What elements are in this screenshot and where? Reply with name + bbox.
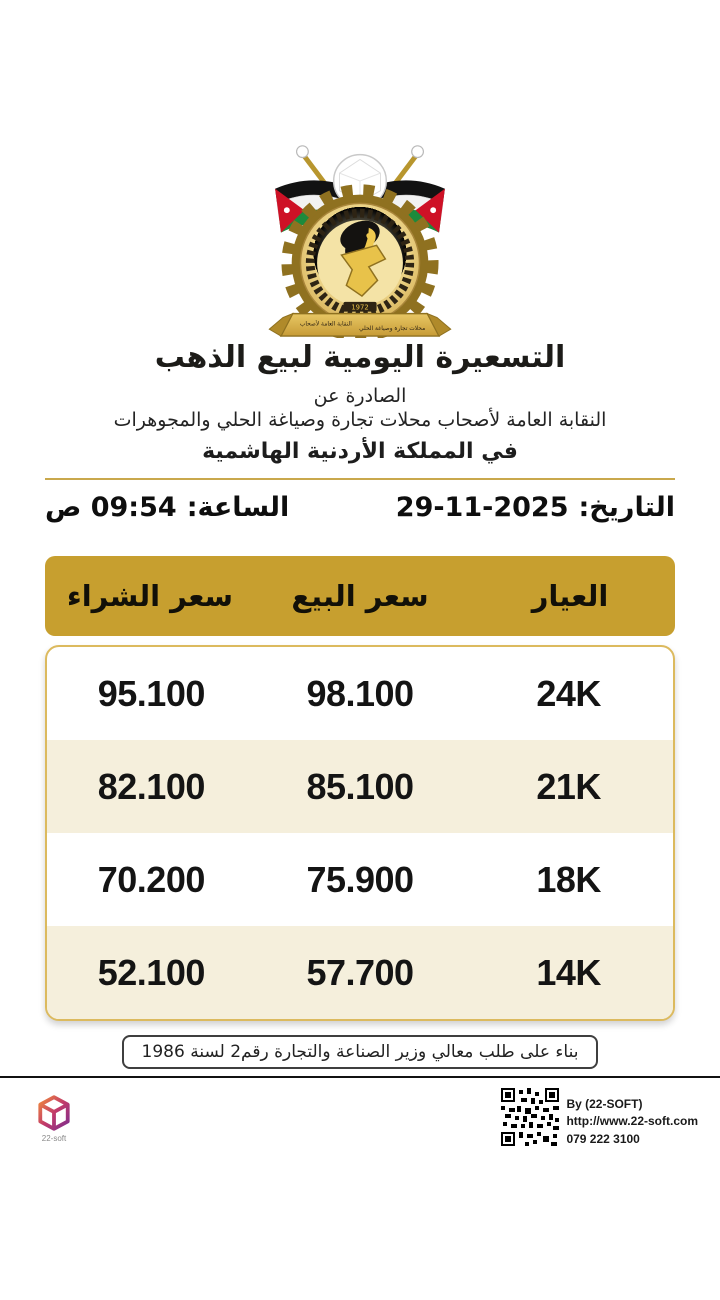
legal-note: بناء على طلب معالي وزير الصناعة والتجارة رقم2 لسنة 1986 bbox=[122, 1035, 599, 1069]
table-row bbox=[47, 647, 673, 740]
credit-url: http://www.22-soft.com bbox=[566, 1114, 698, 1129]
credit-phone: 079 222 3100 bbox=[566, 1131, 640, 1146]
column-header-buy: سعر الشراء bbox=[66, 579, 234, 613]
footer bbox=[0, 1084, 720, 1148]
footer-rule bbox=[0, 1076, 720, 1078]
time-value: 09:54 ص bbox=[45, 492, 177, 523]
date-field bbox=[396, 492, 675, 523]
page-title: التسعيرة اليومية لبيع الذهب bbox=[154, 340, 566, 375]
column-header-karat: العيار bbox=[531, 579, 609, 613]
date-value: 29-11-2025 bbox=[395, 492, 569, 523]
emblem-year-text: 1972 bbox=[351, 303, 369, 312]
date-label: التاريخ: bbox=[578, 492, 675, 523]
karat-value: 14K bbox=[536, 951, 601, 993]
table-row bbox=[47, 926, 673, 1019]
time-label: الساعة: bbox=[186, 492, 290, 523]
karat-value: 18K bbox=[536, 858, 601, 900]
banner-text-line1: النقابة العامة لأصحاب bbox=[299, 321, 352, 328]
syndicate-emblem bbox=[0, 0, 720, 338]
time-field bbox=[45, 492, 289, 523]
table-row bbox=[47, 740, 673, 833]
price-table-body bbox=[45, 645, 675, 1021]
buy-price: 82.100 bbox=[97, 765, 205, 807]
emblem-year-tab bbox=[343, 302, 376, 312]
qr-code-icon bbox=[501, 1088, 559, 1146]
brand-block bbox=[36, 1094, 72, 1143]
cube-logo-icon bbox=[36, 1094, 72, 1132]
table-header bbox=[45, 556, 675, 636]
sell-price: 98.100 bbox=[306, 672, 414, 714]
credit-by: By (22-SOFT) bbox=[566, 1097, 643, 1111]
karat-value: 21K bbox=[536, 765, 601, 807]
ribbon-banner-icon bbox=[269, 314, 450, 336]
buy-price: 52.100 bbox=[97, 951, 205, 993]
issued-by-line: الصادرة عن bbox=[313, 385, 407, 407]
karat-value: 24K bbox=[536, 672, 601, 714]
syndicate-emblem-icon bbox=[265, 138, 455, 338]
buy-price: 70.200 bbox=[97, 858, 205, 900]
banner-text-line2: محلات تجارة وصياغة الحلي bbox=[359, 326, 426, 333]
credit-block bbox=[501, 1088, 698, 1148]
datetime-row bbox=[45, 492, 675, 523]
buy-price: 95.100 bbox=[97, 672, 205, 714]
sell-price: 85.100 bbox=[306, 765, 414, 807]
sell-price: 75.900 bbox=[306, 858, 414, 900]
table-row bbox=[47, 833, 673, 926]
organization-name: النقابة العامة لأصحاب محلات تجارة وصياغة الحلي والمجوهرات bbox=[113, 409, 607, 431]
country-line: في المملكة الأردنية الهاشمية bbox=[202, 439, 518, 464]
column-header-sell: سعر البيع bbox=[291, 579, 429, 613]
brand-label: 22-soft bbox=[41, 1134, 67, 1143]
sell-price: 57.700 bbox=[306, 951, 414, 993]
credit-text bbox=[566, 1088, 698, 1148]
gold-divider bbox=[45, 478, 675, 480]
